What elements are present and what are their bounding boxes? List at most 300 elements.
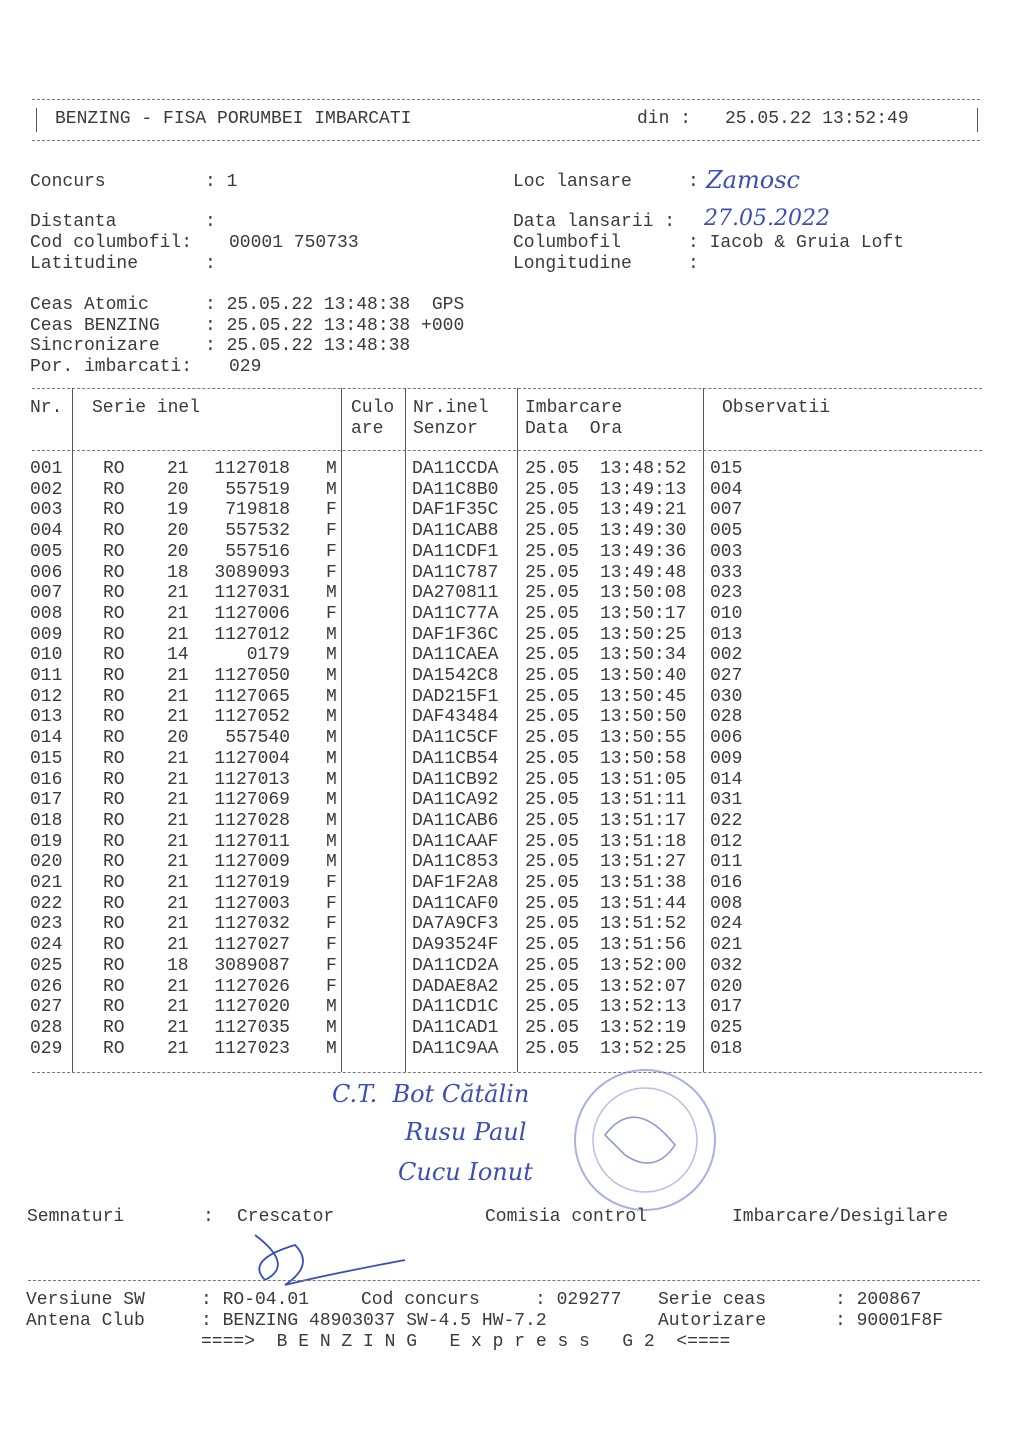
row-date: 25.05 — [525, 955, 580, 976]
row-ring-number: 3089087 — [214, 955, 290, 976]
row-ring-number: 1127011 — [214, 831, 290, 852]
row-date: 25.05 — [525, 728, 580, 749]
row-nr: 024 — [30, 935, 63, 956]
col-header-culoare: Culo — [351, 398, 395, 418]
row-date: 25.05 — [525, 1038, 580, 1059]
row-sex: F — [326, 976, 337, 997]
row-ring-number: 1127003 — [214, 893, 290, 914]
row-year: 21 — [167, 769, 189, 790]
loc-lansare-value: Zamosc — [706, 166, 800, 194]
row-ring-number: 3089093 — [214, 562, 290, 583]
din-label: din : — [637, 109, 692, 129]
row-ring-number: 1127004 — [214, 748, 290, 769]
row-sex: F — [326, 603, 337, 624]
ceas-atomic-value: : 25.05.22 13:48:38 GPS — [205, 295, 465, 315]
row-country: RO — [103, 459, 125, 479]
row-country: RO — [103, 1017, 125, 1038]
row-country: RO — [103, 707, 125, 728]
row-observatii: 025 — [710, 1017, 743, 1038]
row-time: 13:51:56 — [600, 935, 687, 956]
row-time: 13:49:21 — [600, 500, 687, 521]
row-nr: 023 — [30, 914, 63, 935]
row-sensor: DA11CAD1 — [412, 1017, 499, 1038]
row-country: RO — [103, 728, 125, 749]
cod-concurs-value: : 029277 — [535, 1290, 622, 1310]
row-date: 25.05 — [525, 852, 580, 873]
row-country: RO — [103, 893, 125, 914]
row-observatii: 022 — [710, 810, 743, 831]
row-observatii: 030 — [710, 686, 743, 707]
row-observatii: 005 — [710, 521, 743, 542]
row-year: 18 — [167, 955, 189, 976]
cod-columbofil-label: Cod columbofil: — [30, 233, 193, 253]
longitudine-value: : — [688, 254, 699, 274]
row-observatii: 010 — [710, 603, 743, 624]
row-time: 13:52:25 — [600, 1038, 687, 1059]
columbofil-label: Columbofil — [513, 233, 622, 253]
din-value: 25.05.22 13:52:49 — [725, 109, 909, 129]
row-sex: F — [326, 873, 337, 893]
row-nr: 011 — [30, 666, 63, 686]
row-sex: F — [326, 935, 337, 956]
row-sensor: DA11CD1C — [412, 997, 499, 1018]
row-sex: M — [326, 728, 337, 749]
col-header-observatii: Observatii — [722, 398, 831, 418]
signature-handwritten-1: C.T. Bot Cătălin — [332, 1080, 530, 1108]
row-nr: 015 — [30, 748, 63, 769]
row-date: 25.05 — [525, 748, 580, 769]
crescator-signature — [235, 1225, 415, 1295]
row-sex: F — [326, 521, 337, 542]
row-sensor: DA11CB92 — [412, 769, 499, 790]
row-observatii: 004 — [710, 479, 743, 500]
row-sensor: DAF1F36C — [412, 624, 499, 645]
row-nr: 021 — [30, 873, 63, 893]
data-lansarii-label: Data lansarii : — [513, 212, 676, 232]
row-time: 13:51:38 — [600, 873, 687, 893]
row-observatii: 006 — [710, 728, 743, 749]
row-ring-number: 1127050 — [214, 666, 290, 686]
row-observatii: 023 — [710, 583, 743, 604]
row-time: 13:50:34 — [600, 645, 687, 666]
row-observatii: 009 — [710, 748, 743, 769]
row-date: 25.05 — [525, 686, 580, 707]
row-year: 20 — [167, 728, 189, 749]
row-time: 13:50:45 — [600, 686, 687, 707]
row-date: 25.05 — [525, 707, 580, 728]
row-time: 13:49:48 — [600, 562, 687, 583]
row-sensor: DAD215F1 — [412, 686, 499, 707]
col-header-nrinel: Nr.inel — [413, 398, 489, 418]
row-ring-number: 1127032 — [214, 914, 290, 935]
header-bottom-rule — [32, 140, 980, 141]
row-nr: 018 — [30, 810, 63, 831]
row-country: RO — [103, 831, 125, 852]
row-sex: F — [326, 914, 337, 935]
row-ring-number: 1127006 — [214, 603, 290, 624]
loc-lansare-label: Loc lansare — [513, 172, 632, 192]
row-country: RO — [103, 810, 125, 831]
row-year: 20 — [167, 521, 189, 542]
row-country: RO — [103, 790, 125, 811]
autorizare-label: Autorizare — [658, 1311, 767, 1331]
row-year: 21 — [167, 686, 189, 707]
col-header-nr: Nr. — [30, 398, 63, 418]
row-time: 13:52:19 — [600, 1017, 687, 1038]
row-nr: 014 — [30, 728, 63, 749]
row-nr: 003 — [30, 500, 63, 521]
row-sensor: DA11C853 — [412, 852, 499, 873]
cod-concurs-label: Cod concurs — [361, 1290, 480, 1310]
row-date: 25.05 — [525, 479, 580, 500]
row-country: RO — [103, 852, 125, 873]
row-sensor: DA11C77A — [412, 603, 499, 624]
row-year: 21 — [167, 748, 189, 769]
row-nr: 007 — [30, 583, 63, 604]
row-sensor: DA11C787 — [412, 562, 499, 583]
row-nr: 016 — [30, 769, 63, 790]
row-observatii: 017 — [710, 997, 743, 1018]
crescator-label: Crescator — [237, 1207, 335, 1227]
row-ring-number: 1127028 — [214, 810, 290, 831]
row-date: 25.05 — [525, 583, 580, 604]
row-observatii: 027 — [710, 666, 743, 686]
col-header-nrinel-2: Senzor — [413, 419, 478, 439]
row-country: RO — [103, 935, 125, 956]
row-country: RO — [103, 914, 125, 935]
row-time: 13:52:00 — [600, 955, 687, 976]
row-time: 13:50:58 — [600, 748, 687, 769]
row-nr: 001 — [30, 459, 63, 479]
row-observatii: 002 — [710, 645, 743, 666]
row-ring-number: 1127052 — [214, 707, 290, 728]
row-year: 18 — [167, 562, 189, 583]
row-sex: M — [326, 459, 337, 479]
col-header-culoare-2: are — [351, 419, 384, 439]
row-date: 25.05 — [525, 645, 580, 666]
por-imbarcati-value: 029 — [229, 357, 262, 377]
row-sensor: DA11C9AA — [412, 1038, 499, 1059]
header-top-rule — [32, 99, 980, 100]
row-observatii: 031 — [710, 790, 743, 811]
row-date: 25.05 — [525, 541, 580, 562]
por-imbarcati-label: Por. imbarcati: — [30, 357, 193, 377]
row-sensor: DA11CDF1 — [412, 541, 499, 562]
row-ring-number: 1127031 — [214, 583, 290, 604]
row-year: 21 — [167, 1017, 189, 1038]
row-year: 14 — [167, 645, 189, 666]
row-country: RO — [103, 479, 125, 500]
versiune-label: Versiune SW — [26, 1290, 145, 1310]
row-sex: M — [326, 769, 337, 790]
row-year: 20 — [167, 541, 189, 562]
longitudine-label: Longitudine — [513, 254, 632, 274]
row-country: RO — [103, 624, 125, 645]
row-sex: M — [326, 583, 337, 604]
row-year: 21 — [167, 790, 189, 811]
row-date: 25.05 — [525, 873, 580, 893]
benzing-banner: ====> B E N Z I N G E x p r e s s G 2 <==== — [201, 1332, 731, 1352]
row-nr: 017 — [30, 790, 63, 811]
row-observatii: 015 — [710, 459, 743, 479]
concurs-label: Concurs — [30, 172, 106, 192]
comisia-control-label: Comisia control — [485, 1207, 648, 1227]
row-sensor: DA11CAAF — [412, 831, 499, 852]
signature-handwritten-3: Cucu Ionut — [398, 1158, 533, 1186]
distanta-label: Distanta — [30, 212, 117, 232]
sincronizare-label: Sincronizare — [30, 336, 160, 356]
row-country: RO — [103, 1038, 125, 1059]
row-nr: 028 — [30, 1017, 63, 1038]
row-year: 21 — [167, 1038, 189, 1059]
row-time: 13:49:30 — [600, 521, 687, 542]
row-sensor: DA11CAB8 — [412, 521, 499, 542]
row-observatii: 033 — [710, 562, 743, 583]
row-year: 21 — [167, 976, 189, 997]
row-sex: M — [326, 1038, 337, 1059]
row-ring-number: 1127035 — [214, 1017, 290, 1038]
row-country: RO — [103, 686, 125, 707]
row-country: RO — [103, 873, 125, 893]
col-divider — [517, 388, 518, 1072]
row-sensor: DA11CAB6 — [412, 810, 499, 831]
row-sensor: DA11C5CF — [412, 728, 499, 749]
row-nr: 029 — [30, 1038, 63, 1059]
row-time: 13:51:52 — [600, 914, 687, 935]
row-time: 13:52:07 — [600, 976, 687, 997]
row-nr: 020 — [30, 852, 63, 873]
row-year: 19 — [167, 500, 189, 521]
loc-lansare-sep: : — [688, 172, 699, 192]
row-year: 21 — [167, 873, 189, 893]
row-country: RO — [103, 666, 125, 686]
latitudine-label: Latitudine — [30, 254, 139, 274]
col-divider — [72, 388, 73, 1072]
header-left-border — [36, 108, 37, 132]
row-sex: F — [326, 955, 337, 976]
row-time: 13:49:13 — [600, 479, 687, 500]
col-divider — [341, 388, 342, 1072]
row-ring-number: 719818 — [225, 500, 290, 521]
antena-label: Antena Club — [26, 1311, 145, 1331]
row-sensor: DA270811 — [412, 583, 499, 604]
row-ring-number: 557532 — [225, 521, 290, 542]
row-year: 20 — [167, 479, 189, 500]
row-nr: 005 — [30, 541, 63, 562]
row-ring-number: 1127023 — [214, 1038, 290, 1059]
row-sex: F — [326, 541, 337, 562]
semnaturi-label: Semnaturi — [27, 1207, 125, 1227]
row-sex: M — [326, 666, 337, 686]
row-time: 13:51:44 — [600, 893, 687, 914]
row-time: 13:51:05 — [600, 769, 687, 790]
row-date: 25.05 — [525, 790, 580, 811]
row-time: 13:51:27 — [600, 852, 687, 873]
row-nr: 009 — [30, 624, 63, 645]
row-country: RO — [103, 645, 125, 666]
row-sensor: DA11CAF0 — [412, 893, 499, 914]
row-time: 13:50:55 — [600, 728, 687, 749]
columbofil-value: : Iacob & Gruia Loft — [688, 233, 905, 253]
row-sex: M — [326, 686, 337, 707]
row-ring-number: 557516 — [225, 541, 290, 562]
row-year: 21 — [167, 893, 189, 914]
antena-value: : BENZING 48903037 SW-4.5 HW-7.2 — [201, 1311, 547, 1331]
row-ring-number: 557540 — [225, 728, 290, 749]
row-sensor: DA93524F — [412, 935, 499, 956]
row-time: 13:51:17 — [600, 810, 687, 831]
row-nr: 025 — [30, 955, 63, 976]
row-observatii: 032 — [710, 955, 743, 976]
row-year: 21 — [167, 831, 189, 852]
row-date: 25.05 — [525, 603, 580, 624]
document-title: BENZING - FISA PORUMBEI IMBARCATI — [55, 109, 412, 129]
row-nr: 026 — [30, 976, 63, 997]
data-lansarii-value: 27.05.2022 — [704, 206, 830, 231]
row-country: RO — [103, 997, 125, 1018]
row-sensor: DA1542C8 — [412, 666, 499, 686]
header-right-border — [977, 108, 978, 132]
row-observatii: 008 — [710, 893, 743, 914]
row-date: 25.05 — [525, 562, 580, 583]
footer-rule — [28, 1280, 980, 1281]
col-divider — [405, 388, 406, 1072]
row-country: RO — [103, 748, 125, 769]
row-date: 25.05 — [525, 935, 580, 956]
row-nr: 027 — [30, 997, 63, 1018]
row-sex: M — [326, 645, 337, 666]
row-year: 21 — [167, 603, 189, 624]
row-time: 13:50:08 — [600, 583, 687, 604]
row-sex: M — [326, 831, 337, 852]
row-sensor: DADAE8A2 — [412, 976, 499, 997]
row-year: 21 — [167, 810, 189, 831]
row-country: RO — [103, 955, 125, 976]
row-ring-number: 557519 — [225, 479, 290, 500]
table-top-rule — [32, 388, 982, 389]
row-sensor: DA7A9CF3 — [412, 914, 499, 935]
row-country: RO — [103, 541, 125, 562]
row-time: 13:52:13 — [600, 997, 687, 1018]
row-date: 25.05 — [525, 831, 580, 852]
row-year: 21 — [167, 935, 189, 956]
row-nr: 019 — [30, 831, 63, 852]
row-observatii: 012 — [710, 831, 743, 852]
row-year: 21 — [167, 997, 189, 1018]
row-nr: 006 — [30, 562, 63, 583]
row-nr: 002 — [30, 479, 63, 500]
row-date: 25.05 — [525, 666, 580, 686]
row-observatii: 011 — [710, 852, 743, 873]
row-country: RO — [103, 562, 125, 583]
table-bottom-rule — [32, 1072, 982, 1073]
row-ring-number: 1127065 — [214, 686, 290, 707]
row-sensor: DA11CD2A — [412, 955, 499, 976]
row-ring-number: 1127018 — [214, 459, 290, 479]
row-observatii: 007 — [710, 500, 743, 521]
row-time: 13:51:11 — [600, 790, 687, 811]
row-sensor: DA11CA92 — [412, 790, 499, 811]
autorizare-value: : 90001F8F — [835, 1311, 944, 1331]
ceas-atomic-label: Ceas Atomic — [30, 295, 149, 315]
row-observatii: 016 — [710, 873, 743, 893]
row-date: 25.05 — [525, 500, 580, 521]
row-ring-number: 1127027 — [214, 935, 290, 956]
row-sensor: DA11CAEA — [412, 645, 499, 666]
row-sensor: DAF1F2A8 — [412, 873, 499, 893]
row-ring-number: 1127020 — [214, 997, 290, 1018]
row-observatii: 018 — [710, 1038, 743, 1059]
row-sensor: DA11CB54 — [412, 748, 499, 769]
signature-handwritten-2: Rusu Paul — [405, 1118, 527, 1146]
row-observatii: 014 — [710, 769, 743, 790]
row-date: 25.05 — [525, 769, 580, 790]
row-country: RO — [103, 976, 125, 997]
concurs-value: : 1 — [205, 172, 238, 192]
row-country: RO — [103, 500, 125, 521]
semnaturi-sep: : — [203, 1207, 214, 1227]
col-header-imbarcare: Imbarcare — [525, 398, 623, 418]
row-sensor: DA11CCDA — [412, 459, 499, 479]
table-header-rule — [32, 450, 982, 451]
row-country: RO — [103, 583, 125, 604]
row-ring-number: 0179 — [246, 645, 290, 666]
imbarcare-desigilare-label: Imbarcare/Desigilare — [732, 1207, 949, 1227]
row-time: 13:48:52 — [600, 459, 687, 479]
row-date: 25.05 — [525, 976, 580, 997]
row-date: 25.05 — [525, 997, 580, 1018]
row-ring-number: 1127013 — [214, 769, 290, 790]
distanta-value: : — [205, 212, 216, 232]
row-observatii: 020 — [710, 976, 743, 997]
row-year: 21 — [167, 914, 189, 935]
row-ring-number: 1127026 — [214, 976, 290, 997]
row-date: 25.05 — [525, 810, 580, 831]
row-date: 25.05 — [525, 914, 580, 935]
row-sensor: DA11C8B0 — [412, 479, 499, 500]
row-time: 13:50:17 — [600, 603, 687, 624]
row-country: RO — [103, 521, 125, 542]
row-observatii: 013 — [710, 624, 743, 645]
serie-ceas-label: Serie ceas — [658, 1290, 767, 1310]
row-time: 13:50:50 — [600, 707, 687, 728]
row-ring-number: 1127012 — [214, 624, 290, 645]
row-ring-number: 1127009 — [214, 852, 290, 873]
ceas-benzing-value: : 25.05.22 13:48:38 +000 — [205, 316, 465, 336]
versiune-value: : RO-04.01 — [201, 1290, 310, 1310]
latitudine-value: : — [205, 254, 216, 274]
row-sex: M — [326, 624, 337, 645]
row-sex: F — [326, 562, 337, 583]
cod-columbofil-value: 00001 750733 — [229, 233, 359, 253]
row-year: 21 — [167, 624, 189, 645]
col-header-imbarcare-2: Data Ora — [525, 419, 623, 439]
serie-ceas-value: : 200867 — [835, 1290, 922, 1310]
row-year: 21 — [167, 583, 189, 604]
row-sex: M — [326, 810, 337, 831]
row-nr: 013 — [30, 707, 63, 728]
row-date: 25.05 — [525, 893, 580, 914]
row-sex: M — [326, 748, 337, 769]
row-nr: 010 — [30, 645, 63, 666]
row-time: 13:50:25 — [600, 624, 687, 645]
row-sensor: DAF43484 — [412, 707, 499, 728]
row-observatii: 024 — [710, 914, 743, 935]
row-sex: M — [326, 1017, 337, 1038]
row-year: 21 — [167, 707, 189, 728]
row-sex: M — [326, 997, 337, 1018]
row-ring-number: 1127019 — [214, 873, 290, 893]
